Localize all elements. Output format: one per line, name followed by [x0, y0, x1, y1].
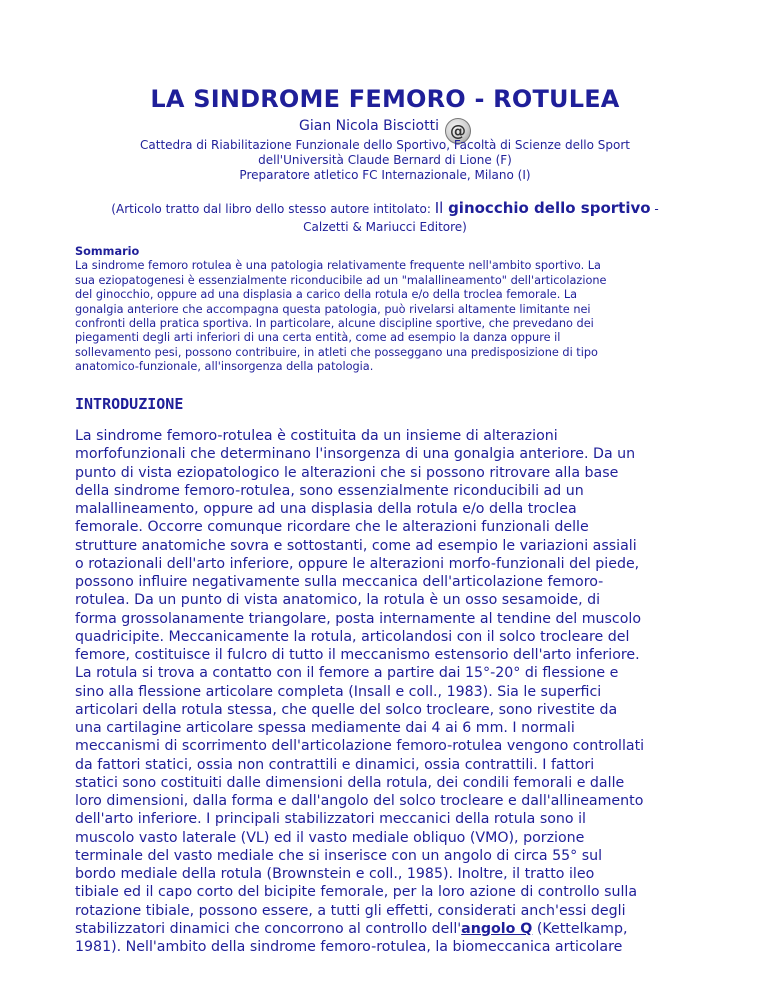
email-at-icon[interactable]: @ [445, 118, 471, 144]
intro-line: possono influire negativamente sulla meccanica dell'articolazione femoro- [75, 574, 604, 590]
summary-heading: Sommario [75, 245, 140, 258]
angolo-q-link[interactable]: angolo Q [461, 920, 533, 937]
book-title-part1: Il [434, 199, 449, 217]
book-title: ginocchio dello sportivo [448, 199, 651, 217]
intro-line: morfofunzionali che determinano l'insorgenza di una gonalgia anteriore. Da un [75, 446, 636, 463]
intro-line: forma grossolanamente triangolare, posta internamente al tendine del muscolo [75, 610, 642, 627]
page-title: LA SINDROME FEMORO - ROTULEA [150, 85, 620, 113]
intro-line: 1981). Nell'ambito della sindrome femoro-rotulea, la biomeccanica articolare [75, 939, 623, 955]
intro-line: rotazione tibiale, possono essere, a tutti gli effetti, considerati anch'essi degli [75, 902, 626, 919]
intro-line: femorale. Occorre comunque ricordare che le alterazioni funzionali delle [75, 519, 589, 536]
intro-line: una cartilagine articolare spessa mediamente dai 4 ai 6 mm. I normali [75, 720, 575, 736]
intro-line: o rotazionali dell'arto inferiore, oppure le alterazioni morfo-funzionali del piede, [75, 555, 640, 572]
intro-link-prefix: stabilizzatori dinamici che concorrono al controllo dell' [75, 920, 462, 937]
intro-line: muscolo vasto laterale (VL) ed il vasto mediale obliquo (VMO), porzione [75, 829, 585, 846]
intro-line: articolari della rotula stessa, che quelle del solco trocleare, sono rivestite da [75, 701, 618, 718]
summary-line: anatomico-funzionale, all'insorgenza della patologia. [75, 360, 374, 374]
section-heading-introduzione: INTRODUZIONE [75, 395, 184, 413]
source-prefix: (Articolo tratto dal libro dello stesso autore intitolato: [111, 202, 435, 216]
source-note [75, 199, 695, 236]
summary-line: piegamenti degli arti inferiori di una certa entità, come ad esempio la danza oppure il [75, 331, 561, 345]
affiliation-line: Cattedra di Riabilitazione Funzionale dello Sportivo, Facoltà di Scienze dello Sport [140, 138, 630, 152]
intro-line: femore, costituisce il fulcro di tutto il meccanismo estensorio dell'arto inferiore. [75, 647, 640, 663]
intro-line: statici sono costituiti dalle dimensioni della rotula, dei condili femorali e dalle [75, 774, 625, 791]
summary-line: La sindrome femoro rotulea è una patologia relativamente frequente nell'ambito sportivo. La [75, 259, 601, 273]
summary-line: sua eziopatogenesi è essenzialmente riconducibile ad un "malallineamento" dell'articolazione [75, 273, 607, 287]
intro-line: dell'arto inferiore. I principali stabilizzatori meccanici della rotula sono il [75, 811, 586, 828]
intro-line: malallineamento, oppure ad una displasia della rotula e/o della troclea [75, 501, 577, 517]
intro-line: La rotula si trova a contatto con il femore a partire dai 15°-20° di flessione e [75, 665, 619, 682]
intro-line: bordo mediale della rotula (Brownstein e coll., 1985). Inoltre, il tratto ileo [75, 866, 595, 882]
intro-line: meccanismi di scorrimento dell'articolazione femoro-rotulea vengono controllati [75, 738, 645, 755]
intro-line: terminale del vasto mediale che si inserisce con un angolo di circa 55° sul [75, 847, 603, 864]
author-name: Gian Nicola Bisciotti [299, 118, 439, 134]
intro-line: della sindrome femoro-rotulea, sono essenzialmente riconducibili ad un [75, 482, 584, 499]
intro-body [75, 427, 695, 956]
intro-line: quadricipite. Meccanicamente la rotula, articolandosi con il solco trocleare del [75, 628, 630, 645]
intro-line: loro dimensioni, dalla forma e dall'angolo del solco trocleare e dall'allineamento [75, 793, 644, 809]
summary-block [75, 245, 695, 375]
intro-line: rotulea. Da un punto di vista anatomico, la rotula è un osso sesamoide, di [75, 592, 601, 609]
intro-line: punto di vista eziopatologico le alterazioni che si possono ritrovare alla base [75, 464, 619, 481]
publisher-line: Calzetti & Mariucci Editore) [303, 220, 467, 234]
summary-line: sollevamento pesi, possono contribuire, in atleti che posseggano una predisposizione di tipo [75, 345, 598, 359]
intro-line: tibiale ed il capo corto del bicipite femorale, per la loro azione di controllo sulla [75, 884, 638, 901]
intro-link-suffix: (Kettelkamp, [532, 920, 628, 937]
summary-line: confronti della pratica sportiva. In particolare, alcune discipline sportive, che prevedano dei [75, 317, 594, 331]
affiliation [75, 138, 695, 183]
intro-line-with-link [75, 920, 695, 938]
affiliation-line: Preparatore atletico FC Internazionale, Milano (I) [239, 168, 531, 182]
intro-line: sino alla flessione articolare completa (Insall e coll., 1983). Sia le superfici [75, 683, 602, 700]
intro-line: La sindrome femoro-rotulea è costituita da un insieme di alterazioni [75, 428, 558, 444]
intro-line: da fattori statici, ossia non contrattili e dinamici, ossia contrattili. I fattori [75, 756, 595, 773]
intro-line: strutture anatomiche sovra e sottostanti, come ad esempio le variazioni assiali [75, 537, 637, 554]
summary-line: gonalgia anteriore che accompagna questa patologia, può rivelarsi altamente limitante nei [75, 302, 591, 316]
summary-line: del ginocchio, oppure ad una displasia a carico della rotula e/o della troclea femorale. La [75, 288, 578, 302]
affiliation-line: dell'Università Claude Bernard di Lione (F) [258, 153, 512, 167]
source-dash: - [650, 202, 659, 216]
